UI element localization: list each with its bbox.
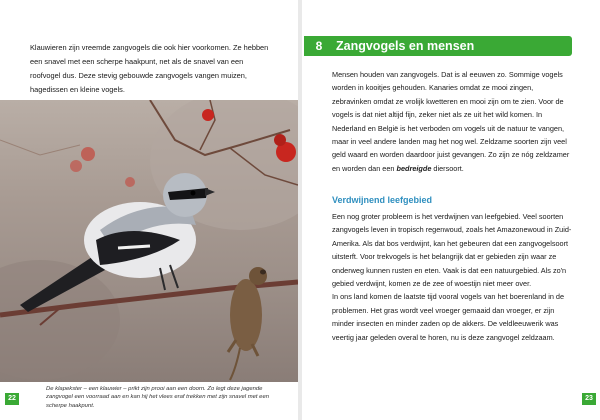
chapter-title: Zangvogels en mensen [336, 39, 475, 53]
paragraph-farmland-text: In ons land komen de laatste tijd vooral vogels van het boerenland in de problemen. Het gras wordt veel vroeger gemaaid dan vroeger, er zijn minder insecten en minder zaden op de akkers. De veldleeuwerik was veertig jaar geleden overal te horen, nu is deze zangvogel zeldzaam. [332, 292, 565, 342]
page-number-right: 23 [582, 393, 596, 405]
berry [202, 109, 214, 121]
shrike-illustration [0, 100, 298, 382]
chapter-number: 8 [315, 39, 323, 53]
paragraph-intro [332, 68, 572, 175]
berry [81, 147, 95, 161]
paragraph-habitat [332, 210, 572, 344]
photo-caption: De klapekster – een klauwier – prikt zijn prooi aan een doorn. Zo legt deze jagende zangvogel een voorraad aan en kan hij het vlees eraf trekken met zijn snavel met een scherpe haakpunt. [46, 386, 269, 409]
left-page [0, 0, 298, 420]
shrike-photo [0, 100, 298, 382]
intro-paragraph: Klauwieren zijn vreemde zangvogels die ook hier voorkomen. Ze hebben een snavel met een scherpe haakpunt, net als de snavel van een roofvogel dus. Deze stevig gebouwde zangvogels vangen muizen, hagedissen en kleine vogels. [30, 43, 269, 94]
berry [70, 160, 82, 172]
section-subheading: Verdwijnend leefgebied [332, 195, 433, 205]
page-number-left: 22 [5, 393, 19, 405]
paragraph-habitat-text: Een nog groter probleem is het verdwijnen van leefgebied. Veel soorten zangvogels leven in tropisch regenwoud, zoals het Amazonewoud in Zuid-Amerika. Als dat bos verdwijnt, kan het gebeuren dat een zangvogelsoort uitsterft. Voor trekvogels is het belangrijk dat er gebieden zijn waar ze onderweg kunnen rusten en eten. Vaak is dat een natuurgebied. Als zo'n gebied verdwijnt, komen ze de zee of woestijn niet meer over. [332, 212, 572, 289]
paragraph-intro-end: diersoort. [431, 163, 464, 173]
chapter-header [304, 36, 572, 56]
berry [274, 134, 286, 146]
emphasized-word: bedreigde [396, 163, 432, 173]
right-page [302, 0, 600, 420]
berry [125, 177, 135, 187]
paragraph-intro-text: Mensen houden van zangvogels. Dat is al eeuwen zo. Sommige vogels worden in kooitjes gehouden. Kanaries omdat ze mooi zingen, zebravinken omdat ze vrolijk kwetteren en mooi zijn om te zien. Voor de vogels is dat niet altijd fijn, zeker niet als ze uit het wild komen. In Nederland en België is het verboden om vogels uit de natuur te vangen, maar in veel andere landen mag het nog wel. Zeldzame soorten zijn veel geld waard en worden daardoor juist gevangen. Zo zijn ze nóg zeldzamer en worden dan een [332, 70, 570, 173]
